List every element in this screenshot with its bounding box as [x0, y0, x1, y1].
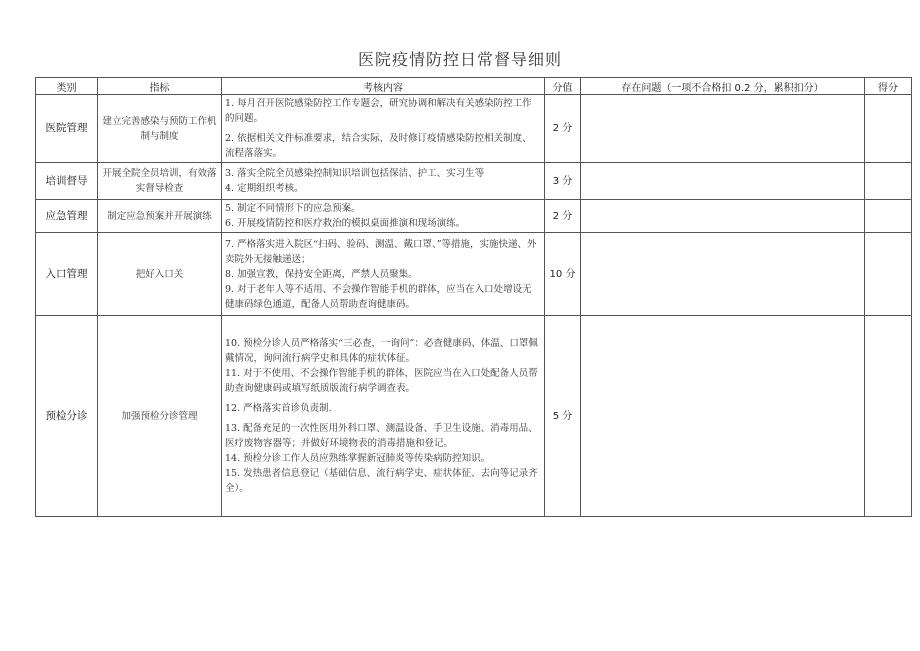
content-item: 4. 定期组织考核。 — [225, 183, 304, 194]
content-cell — [222, 316, 545, 517]
content-item: 7. 严格落实进入院区“扫码、验码、测温、戴口罩、”等措施，实施快递、外卖院外无接触递送； — [225, 238, 537, 265]
table-row — [36, 200, 912, 233]
header-score: 分值 — [545, 78, 581, 95]
points-cell[interactable] — [865, 95, 912, 163]
content-item: 2. 依据相关文件标准要求，结合实际，及时修订疫情感染防控相关制度、流程落落实。 — [225, 133, 532, 159]
content-item: 11. 对于不使用、不会操作智能手机的群体，医院应当在入口处配备人员帮助查询健康码或填写纸质版流行病学调查表。 — [225, 368, 538, 394]
content-item: 15. 发热患者信息登记（基础信息、流行病学史、症状体征、去向等记录齐全）。 — [225, 468, 538, 494]
header-indicator: 指标 — [98, 78, 222, 95]
content-item: 9. 对于老年人等不适用、不会操作智能手机的群体，应当在入口处增设无健康码绿色通道，配备人员帮助查询健康码。 — [225, 283, 532, 310]
problem-cell[interactable] — [581, 316, 865, 517]
content-cell — [222, 233, 545, 316]
content-cell — [222, 200, 545, 233]
points-cell[interactable] — [865, 316, 912, 517]
header-points: 得分 — [865, 78, 912, 95]
content-item: 1. 每月召开医院感染防控工作专题会，研究协调和解决有关感染防控工作的问题。 — [225, 98, 532, 124]
content-item: 12. 严格落实首诊负责制. — [225, 403, 332, 414]
table-header-row — [36, 78, 912, 95]
content-item: 13. 配备充足的一次性医用外科口罩、测温设备、手卫生设施、消毒用品、医疗废物容器等；并做好环境物表的消毒措施和登记。 — [225, 423, 538, 449]
content-item: 10. 预检分诊人员严格落实“三必查，一询问”：必查健康码、体温、口罩佩戴情况，询问流行病学史和具体的症状体征。 — [225, 338, 538, 364]
score-cell: 10 分 — [545, 233, 581, 316]
score-cell: 2 分 — [545, 200, 581, 233]
problem-cell[interactable] — [581, 163, 865, 200]
problem-cell[interactable] — [581, 95, 865, 163]
score-cell: 5 分 — [545, 316, 581, 517]
header-category: 类别 — [36, 78, 98, 95]
content-item: 14. 预检分诊工作人员应熟练掌握新冠肺炎等传染病防控知识。 — [225, 453, 491, 464]
points-cell[interactable] — [865, 200, 912, 233]
problem-cell[interactable] — [581, 233, 865, 316]
indicator-cell: 制定应急预案并开展演练 — [98, 200, 222, 233]
indicator-cell: 加强预检分诊管理 — [98, 316, 222, 517]
points-cell[interactable] — [865, 233, 912, 316]
content-item: 3. 落实全院全员感染控制知识培训包括保洁、护工、实习生等 — [225, 168, 485, 179]
content-cell — [222, 95, 545, 163]
category-cell: 入口管理 — [36, 233, 98, 316]
table-row — [36, 163, 912, 200]
content-item: 8. 加强宣教，保持安全距离，严禁人员聚集。 — [225, 268, 418, 280]
score-cell: 3 分 — [545, 163, 581, 200]
category-cell: 预检分诊 — [36, 316, 98, 517]
category-cell: 培训督导 — [36, 163, 98, 200]
category-cell: 应急管理 — [36, 200, 98, 233]
indicator-cell: 开展全院全员培训，有效落实督导检查 — [98, 163, 222, 200]
content-cell — [222, 163, 545, 200]
table-row — [36, 316, 912, 517]
header-problem: 存在问题（一项不合格扣 0.2 分，累积扣分） — [581, 78, 865, 95]
indicator-cell: 建立完善感染与预防工作机制与制度 — [98, 95, 222, 163]
content-item: 6. 开展疫情防控和医疗救治的模拟桌面推演和现场演练。 — [225, 218, 466, 229]
problem-cell[interactable] — [581, 200, 865, 233]
table-row — [36, 233, 912, 316]
category-cell: 医院管理 — [36, 95, 98, 163]
indicator-cell: 把好入口关 — [98, 233, 222, 316]
score-cell: 2 分 — [545, 95, 581, 163]
content-item: 5. 制定不同情形下的应急预案。 — [225, 203, 361, 214]
supervision-table — [35, 77, 912, 517]
header-content: 考核内容 — [222, 78, 545, 95]
page-title: 医院疫情防控日常督导细则 — [357, 50, 562, 69]
table-row — [36, 95, 912, 163]
points-cell[interactable] — [865, 163, 912, 200]
